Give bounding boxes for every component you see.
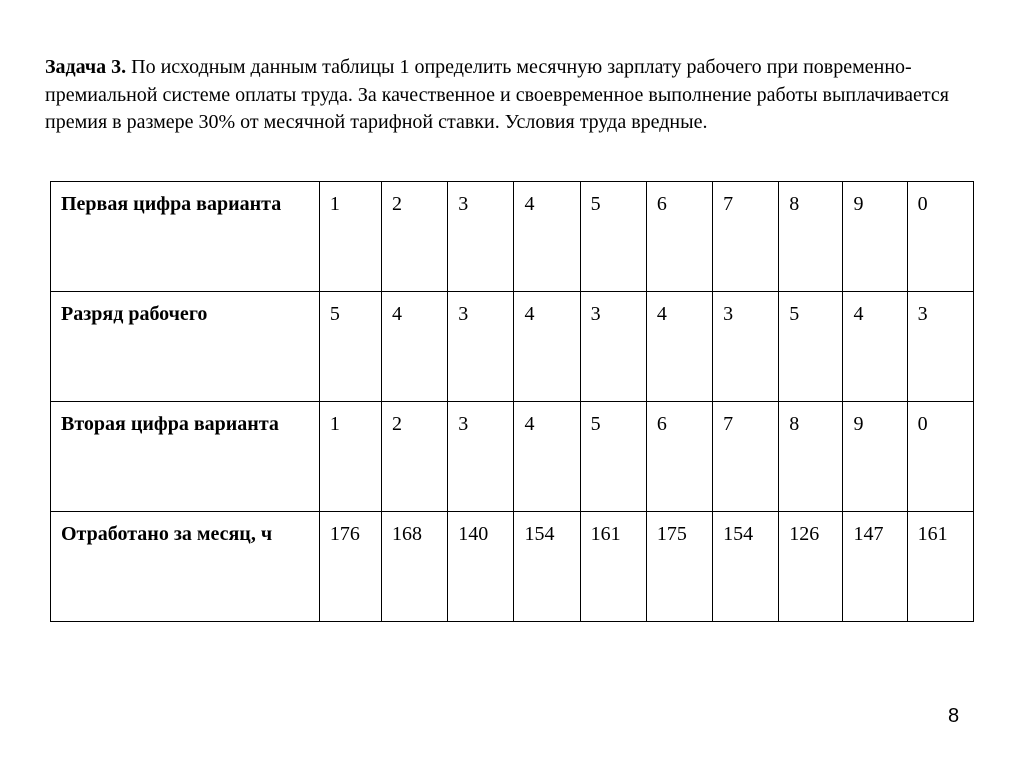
table-cell: 9 [843,402,907,512]
task-description [45,54,985,137]
row-header: Вторая цифра варианта [51,402,320,512]
table-cell: 3 [448,402,514,512]
table-cell: 1 [319,402,381,512]
table-cell: 7 [713,182,779,292]
table-row [51,292,974,402]
table-cell: 1 [319,182,381,292]
table-cell: 6 [646,402,712,512]
row-header: Первая цифра варианта [51,182,320,292]
table-cell: 3 [580,292,646,402]
table-cell: 154 [514,512,580,622]
table-cell: 4 [514,182,580,292]
table-cell: 9 [843,182,907,292]
table-cell: 7 [713,402,779,512]
table-cell: 2 [382,402,448,512]
table-cell: 6 [646,182,712,292]
row-header: Отработано за месяц, ч [51,512,320,622]
table-cell: 161 [580,512,646,622]
variant-data-table [50,181,974,622]
table-cell: 4 [646,292,712,402]
table-cell: 3 [448,182,514,292]
table-cell: 154 [713,512,779,622]
table-cell: 168 [382,512,448,622]
table-cell: 0 [907,182,973,292]
table-cell: 4 [514,292,580,402]
table-cell: 176 [319,512,381,622]
row-header: Разряд рабочего [51,292,320,402]
table-cell: 8 [779,402,843,512]
table-cell: 161 [907,512,973,622]
table-cell: 5 [580,182,646,292]
table-cell: 2 [382,182,448,292]
table-cell: 4 [843,292,907,402]
table-cell: 8 [779,182,843,292]
table-cell: 4 [514,402,580,512]
task-label: Задача 3. [45,56,127,78]
table-cell: 126 [779,512,843,622]
table-cell: 4 [382,292,448,402]
table-body [51,182,974,622]
table-row [51,512,974,622]
task-text: По исходным данным таблицы 1 определить месячную зарплату рабочего при повременно-премиальной системе оплаты труда. За качественное и своевременное выполнение работы выплачивается премия в размере 30% от месячной тарифной ставки. Условия труда вредные. [45,56,949,133]
table-cell: 175 [646,512,712,622]
table-cell: 5 [580,402,646,512]
table-cell: 140 [448,512,514,622]
table-row [51,182,974,292]
table-cell: 3 [907,292,973,402]
table-row [51,402,974,512]
table-cell: 0 [907,402,973,512]
table-cell: 5 [319,292,381,402]
table-cell: 5 [779,292,843,402]
table-cell: 3 [448,292,514,402]
page-number: 8 [948,705,960,727]
table-cell: 3 [713,292,779,402]
table-cell: 147 [843,512,907,622]
